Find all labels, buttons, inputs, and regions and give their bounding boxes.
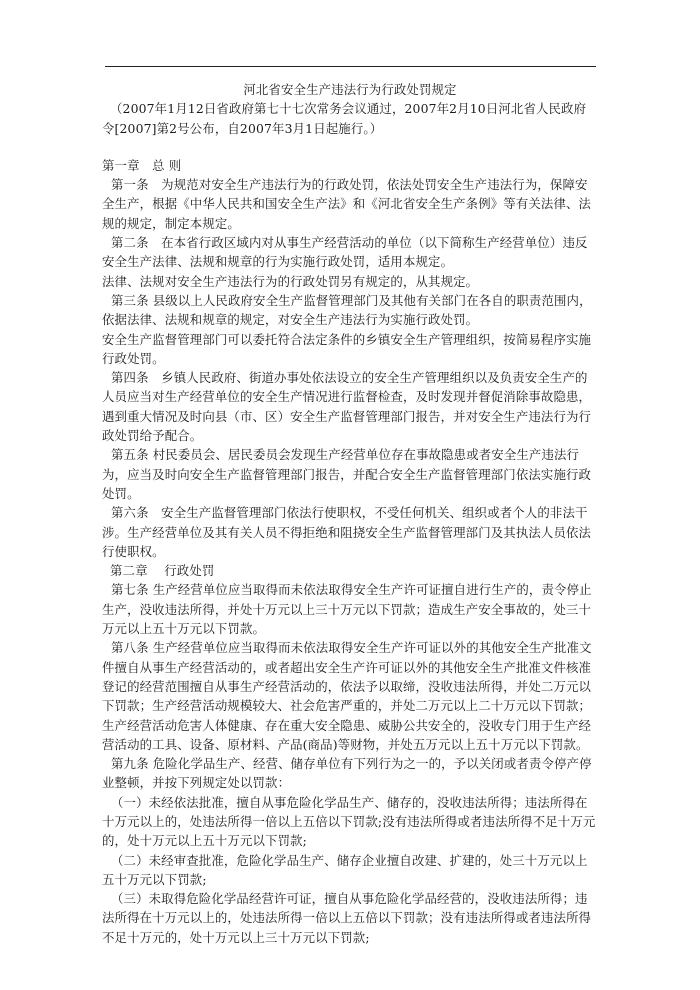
article-paragraph: 第一条 为规范对安全生产违法行为的行政处罚，依法处罚安全生产违法行为，保障安全生产，根据《中华人民共和国安全生产法》和《河北省安全生产条例》等有关法律、法规的规定，制定本规定。 [102, 177, 592, 231]
article-paragraph: 第四条 乡镇人民政府、街道办事处依法设立的安全生产管理组织以及负责安全生产的人员应当对生产经营单位的安全生产情况进行监督检查，及时发现并督促消除事故隐患，遇到重大情况及时向县（市、区）安全生产监督管理部门报告，并对安全生产违法行为行政处罚给予配合。 [102, 370, 592, 444]
article-paragraph: 第九条 危险化学品生产、经营、储存单位有下列行为之一的，予以关闭或者责令停产停业整顿，并按下列规定处以罚款： [102, 756, 592, 791]
article-paragraph: （三）未取得危险化学品经营许可证，擅自从事危险化学品经营的，没收违法所得；违法所得在十万元以上的，处违法所得一倍以上五倍以下罚款；没有违法所得或者违法所得不足十万元的，处十万元以上三十万元以下罚款; [102, 891, 592, 945]
header-rule [105, 66, 596, 67]
document-subtitle: （2007年1月12日省政府第七十七次常务会议通过，2007年2月10日河北省人民政府令[2007]第2号公布，自2007年3月1日起施行。） [102, 101, 587, 136]
article-paragraph: 第八条 生产经营单位应当取得而未依法取得安全生产许可证以外的其他安全生产批准文件擅自从事生产经营活动的，或者超出安全生产许可证以外的其他安全生产批准文件核准登记的经营范围擅自从事生产经营活动的，依法予以取缔，没收违法所得，并处二万元以下罚款；生产经营活动规模较大、社会危害严重的，并处二万元以上二十万元以下罚款； 生产经营活动危害人体健康、存在重大安全隐患、威胁公共安全的，没收专门用于生产经营活动的工具、设备、原材料、产品(商品)等财物，并处五万元以上五十万元以下罚款。 [102, 640, 598, 752]
chapter-heading: 第二章 行政处罚 [110, 563, 215, 579]
article-paragraph: 第七条 生产经营单位应当取得而未依法取得安全生产许可证擅自进行生产的，责令停止生产，没收违法所得，并处十万元以上三十万元以下罚款；造成生产安全事故的，处三十万元以上五十万元以下罚款。 [102, 582, 592, 637]
article-paragraph: 安全生产监督管理部门可以委托符合法定条件的乡镇安全生产管理组织，按简易程序实施行政处罚。 [102, 331, 592, 366]
article-paragraph: 第五条 村民委员会、居民委员会发现生产经营单位存在事故隐患或者安全生产违法行为，应当及时向安全生产监督管理部门报告，并配合安全生产监督管理部门依法实施行政处罚。 [102, 447, 592, 501]
article-paragraph: 第六条 安全生产监督管理部门依法行使职权，不受任何机关、组织或者个人的非法干涉。生产经营单位及其有关人员不得拒绝和阻挠安全生产监督管理部门及其执法人员依法行使职权。 [102, 505, 592, 559]
document-title: 河北省安全生产违法行为行政处罚规定 [243, 82, 457, 97]
chapter-heading: 第一章 总 则 [102, 157, 182, 173]
article-paragraph: （一）未经依法批准，擅自从事危险化学品生产、储存的，没收违法所得；违法所得在十万元以上的，处违法所得一倍以上五倍以下罚款;没有违法所得或者违法所得不足十万元的，处十万元以上五十万元以下罚款; [102, 794, 596, 849]
spacer [102, 138, 598, 156]
document-body [102, 80, 598, 947]
article-paragraph: 第二条 在本省行政区域内对从事生产经营活动的单位（以下简称生产经营单位）违反安全生产法律、法规和规章的行为实施行政处罚，适用本规定。 [102, 235, 588, 270]
article-paragraph: 法律、法规对安全生产违法行为的行政处罚另有规定的，从其规定。 [102, 273, 479, 289]
article-paragraph: 第三条 县级以上人民政府安全生产监督管理部门及其他有关部门在各自的职责范围内，依据法律、法规和规章的规定，对安全生产违法行为实施行政处罚。 [102, 292, 592, 328]
article-paragraph: （二）未经审查批准，危险化学品生产、储存企业擅自改建、扩建的，处三十万元以上五十万元以下罚款; [102, 852, 588, 887]
